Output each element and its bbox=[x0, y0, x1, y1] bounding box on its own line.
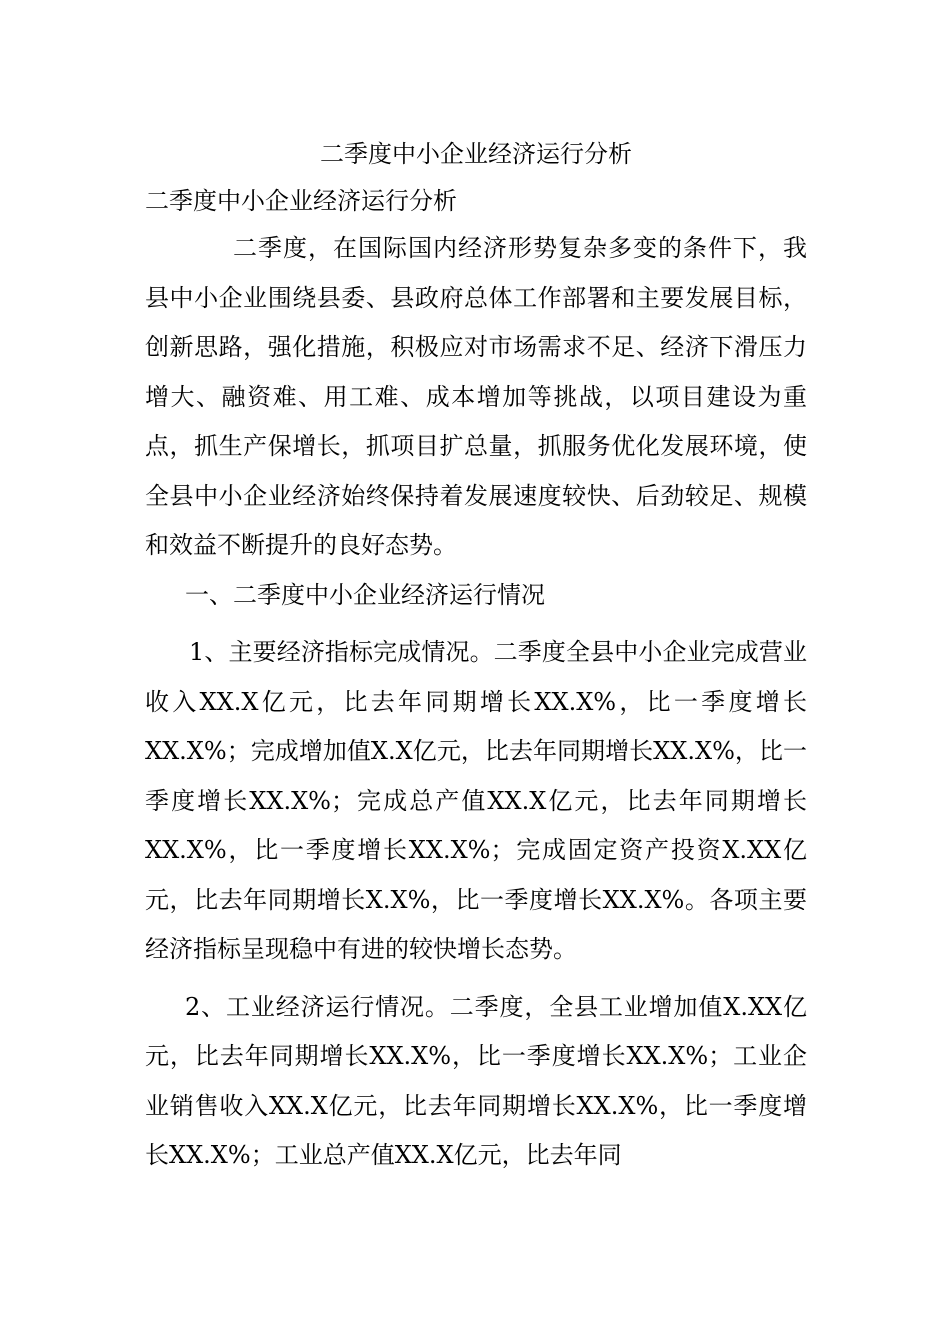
paragraph-item-2: 2、工业经济运行情况。二季度，全县工业增加值X.XX亿元，比去年同期增长XX.X%，比一季度增长XX.X%；工业企业销售收入XX.X亿元，比去年同期增长XX.X%，比一季度增长XX.X%；工业总产值XX.X亿元，比去年同 bbox=[145, 992, 807, 1169]
document-subtitle: 二季度中小企业经济运行分析 bbox=[145, 187, 457, 215]
intro-paragraph: 二季度，在国际国内经济形势复杂多变的条件下，我县中小企业围绕县委、县政府总体工作部署和主要发展目标，创新思路，强化措施，积极应对市场需求不足、经济下滑压力增大、融资难、用工难、成本增加等挑战，以项目建设为重点，抓生产保增长，抓项目扩总量，抓服务优化发展环境，使全县中小企业经济始终保持着发展速度较快、后劲较足、规模和效益不断提升的良好态势。 bbox=[145, 234, 807, 559]
section-heading: 一、二季度中小企业经济运行情况 bbox=[185, 580, 545, 609]
document-page bbox=[145, 130, 807, 1181]
document-title: 二季度中小企业经济运行分析 bbox=[320, 140, 632, 168]
paragraph-item-1: 1、主要经济指标完成情况。二季度全县中小企业完成营业收入XX.X亿元，比去年同期增长XX.X%，比一季度增长XX.X%；完成增加值X.X亿元，比去年同期增长XX.X%，比一季度增长XX.X%；完成总产值XX.X亿元，比去年同期增长XX.X%，比一季度增长XX.X%；完成固定资产投资X.XX亿元，比去年同期增长X.X%，比一季度增长XX.X%。各项主要经济指标呈现稳中有进的较快增长态势。 bbox=[145, 638, 807, 963]
